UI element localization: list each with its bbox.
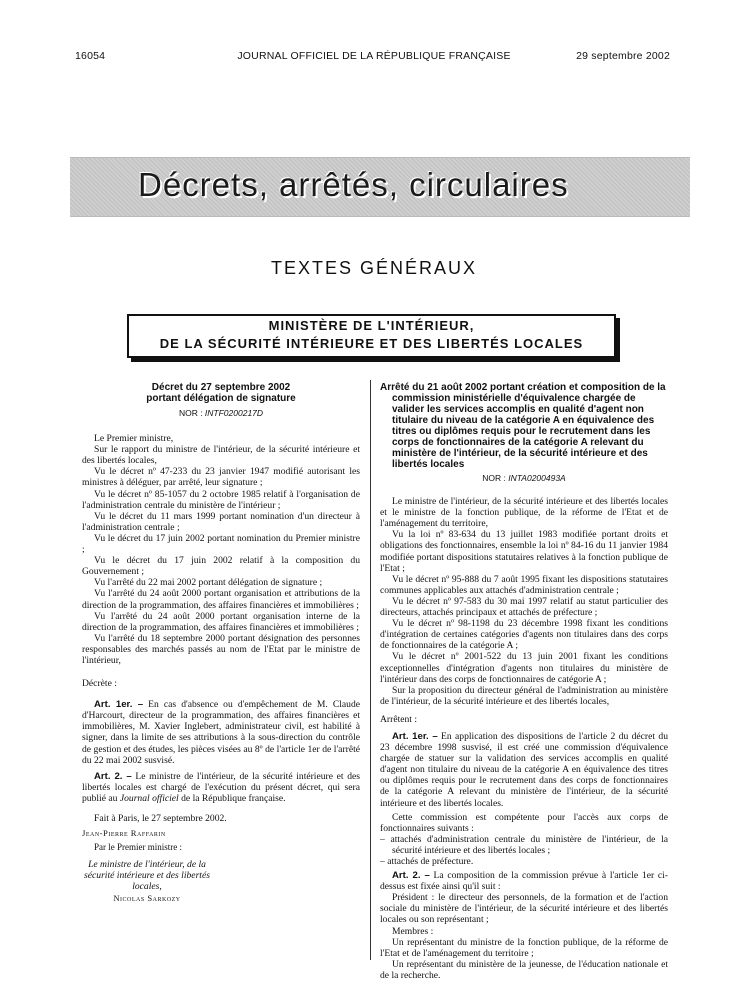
column-divider: [370, 380, 371, 960]
nor-label: NOR :: [178, 408, 205, 418]
order-nor: [380, 473, 668, 484]
ministry-name-line1: MINISTÈRE DE L'INTÉRIEUR,: [268, 318, 475, 333]
page-number: 16054: [75, 50, 106, 62]
signature-place-date: Fait à Paris, le 27 septembre 2002.: [94, 813, 227, 824]
paragraph: Vu l'arrêté du 22 mai 2002 portant délégation de signature ;: [94, 577, 323, 589]
issue-date: 29 septembre 2002: [576, 50, 670, 62]
paragraph: Vu le décret nº 2001-522 du 13 juin 2001 fixant les conditions exceptionnelles d'intégration d'agents non titulaires du ministère de l'intérieur dans des corps de fonctionnaires de catégorie A ;: [380, 651, 668, 685]
article-2: [82, 771, 360, 804]
paragraph: Membres :: [392, 925, 434, 937]
journal-title: JOURNAL OFFICIEL DE LA RÉPUBLIQUE FRANÇAISE: [237, 50, 511, 62]
article-text: de la République française.: [178, 792, 286, 804]
nor-label: NOR :: [482, 473, 509, 483]
paragraph: Vu le décret nº 98-1198 du 23 décembre 1998 fixant les conditions d'intégration de certaines catégories d'agents non titulaires dans des corps de fonctionnaires de la catégorie A ;: [380, 618, 668, 652]
banner-title: Décrets, arrêtés, circulaires: [138, 166, 569, 203]
arretent-heading: Arrêtent :: [380, 713, 418, 725]
list-item: – attachés de préfecture.: [380, 856, 474, 867]
nor-code: INTF0200217D: [204, 408, 264, 418]
article-1: [82, 699, 360, 766]
paragraph: Vu le décret nº 85-1057 du 2 octobre 1985 relatif à l'organisation de l'administration centrale du ministère de l'intérieur ;: [82, 488, 360, 511]
article-text: En application des dispositions de l'article 2 du décret du 23 décembre 1998 susvisé, il est créé une commission d'équivalence chargée de statuer sur la validation des services accomplis en qualité d'agent non titulaire du niveau de la catégorie A en équivalence des titres ou diplômes requis pour le recrutement dans des corps de fonctionnaires de la catégorie A relevant du ministère de l'intérieur, de la sécurité intérieure et des libertés locales.: [380, 730, 668, 809]
order-column: [380, 382, 668, 981]
paragraph: Vu l'arrêté du 24 août 2000 portant organisation et attributions de la direction de la programmation, des affaires financières et immobilières ;: [82, 588, 360, 611]
article-text: La composition de la commission prévue à l'article 1er ci-dessus est fixée ainsi qu'il suit :: [380, 870, 668, 893]
article-1: [380, 731, 668, 809]
paragraph: Vu le décret nº 97-583 du 30 mai 1997 relatif au statut particulier des directeurs, attachés principaux et attachés de préfecture ;: [380, 595, 668, 619]
article-label: Art. 2. –: [94, 770, 132, 782]
decree-column: [82, 382, 360, 904]
paragraph: Le Premier ministre,: [94, 433, 174, 445]
nor-code: INTA0200493A: [508, 473, 566, 483]
paragraph: Vu le décret nº 47-233 du 23 janvier 1947 modifié autorisant les ministres à déléguer, par arrêté, leur signature ;: [82, 466, 360, 489]
decree-title: [82, 382, 360, 404]
paragraph: Le ministre de l'intérieur, de la sécurité intérieure et des libertés locales et le ministre de la fonction publique, de la réforme de l'Etat et de l'aménagement du territoire,: [380, 496, 668, 530]
section-title: TEXTES GÉNÉRAUX: [270, 258, 478, 278]
paragraph: Un représentant du ministère de la jeunesse, de l'éducation nationale et de la recherche.: [380, 958, 668, 981]
paragraph: Vu le décret du 17 juin 2002 relatif à la composition du Gouvernement ;: [82, 555, 360, 578]
list-item: – attachés d'administration centrale du ministère de l'intérieur, de la sécurité intérieure et des libertés locales ;: [380, 833, 668, 856]
article-label: Art. 1er. –: [94, 699, 144, 711]
order-title: Arrêté du 21 août 2002 portant création et composition de la commission ministérielle d'équivalence chargée de valider les services accomplis en qualité d'agent non titulaire du niveau de la catégorie A en équivalence des titres ou diplômes requis pour le recrutement dans les corps de fonctionnaires de la catégorie A relevant du ministère de l'intérieur, de la sécurité intérieure et des libertés locales: [380, 382, 666, 470]
article-text: Le ministre de l'intérieur, de la sécurité intérieure et des libertés locales est chargé de l'exécution du présent décret, qui sera publié au: [82, 770, 360, 804]
decree-title-line2: portant délégation de signature: [146, 393, 296, 404]
signatory-minister: Nicolas Sarkozy: [113, 892, 181, 903]
article-text: En cas d'absence ou d'empêchement de M. Claude d'Harcourt, directeur de la programmation, des affaires financières et immobilières, M. Xavier Inglebert, administrateur civil, est habilité à signer, dans la limite de ses attributions à la sous-direction du contrôle de gestion et des études, les pièces visées au 8º de l'article 1er de l'arrêté du 22 mai 2002 susvisé.: [82, 699, 360, 766]
minister-title: Le ministre de l'intérieur, de la sécurité intérieure et des libertés locales,: [84, 859, 210, 893]
paragraph: Sur le rapport du ministre de l'intérieur, de la sécurité intérieure et des libertés locales,: [82, 444, 360, 467]
paragraph: Vu la loi nº 83-634 du 13 juillet 1983 modifiée portant droits et obligations des fonctionnaires, ensemble la loi nº 84-16 du 11 janvier 1984 modifiée portant dispositions statutaires relatives à la fonction publique de l'Etat ;: [380, 529, 668, 574]
ministry-name-line2: DE LA SÉCURITÉ INTÉRIEURE ET DES LIBERTÉS LOCALES: [159, 336, 584, 351]
paragraph: Président : le directeur des personnels, de la formation et de l'action sociale du ministère de l'intérieur, de la sécurité intérieure et des libertés locales ou son représentant ;: [380, 892, 668, 926]
decree-title-line1: Décret du 27 septembre 2002: [151, 382, 291, 393]
par-premier-ministre: Par le Premier ministre :: [94, 842, 182, 853]
decree-nor: [82, 408, 360, 419]
paragraph: Vu l'arrêté du 24 août 2000 portant organisation interne de la direction de la programmation, des affaires financières et immobilières ;: [82, 610, 360, 633]
paragraph: Vu le décret nº 95-888 du 7 août 1995 fixant les dispositions statutaires communes applicables aux attachés d'administration centrale ;: [380, 573, 668, 596]
paragraph: Vu l'arrêté du 18 septembre 2000 portant désignation des personnes responsables des marchés passés au nom de l'Etat par le ministre de l'intérieur,: [82, 632, 360, 666]
paragraph: Vu le décret du 17 juin 2002 portant nomination du Premier ministre ;: [82, 532, 360, 556]
signatory-prime-minister: Jean-Pierre Raffarin: [82, 828, 166, 839]
article-label: Art. 1er. –: [392, 730, 438, 742]
paragraph: Vu le décret du 11 mars 1999 portant nomination d'un directeur à l'administration centrale ;: [82, 510, 360, 533]
decrete-heading: Décrète :: [82, 678, 117, 690]
journal-name: Journal officiel: [119, 792, 179, 804]
article-label: Art. 2. –: [392, 870, 430, 882]
paragraph: Cette commission est compétente pour l'accès aux corps de fonctionnaires suivants :: [380, 811, 668, 834]
article-2: [380, 870, 668, 892]
paragraph: Sur la proposition du directeur général de l'administration au ministère de l'intérieur, de la sécurité intérieure et des libertés locales,: [380, 684, 668, 707]
paragraph: Un représentant du ministre de la fonction publique, de la réforme de l'Etat et de l'aménagement du territoire ;: [380, 936, 668, 959]
